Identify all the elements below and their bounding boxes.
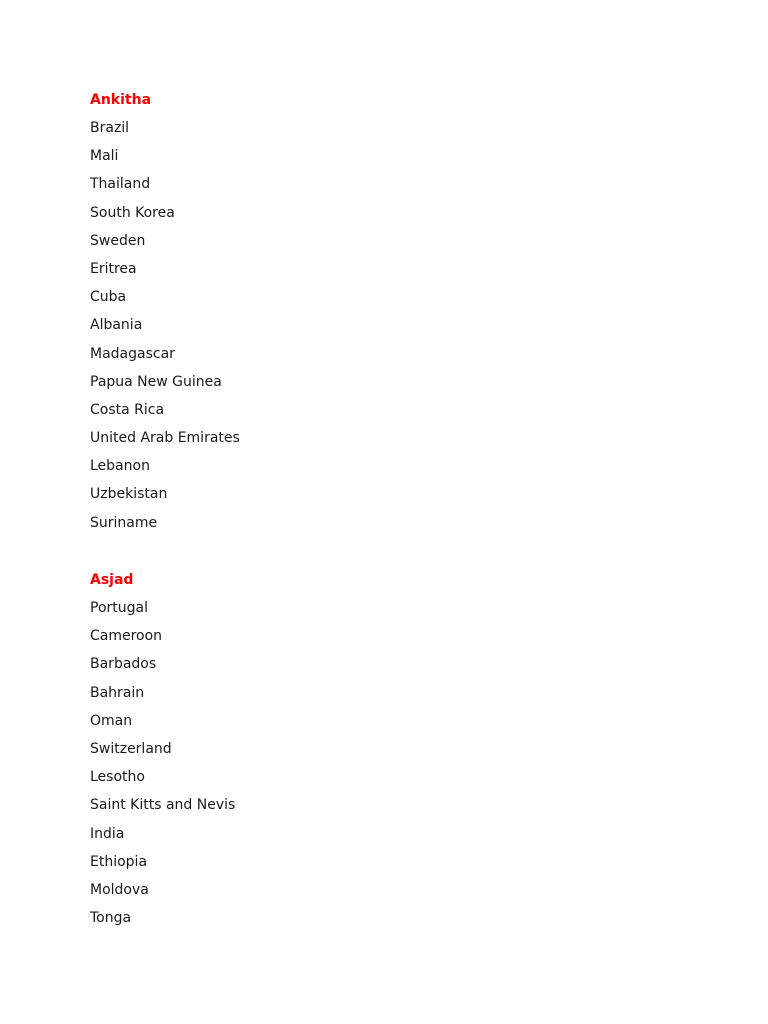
list-item: Mali: [90, 148, 119, 165]
list-item: Saint Kitts and Nevis: [90, 797, 236, 814]
list-item: Albania: [90, 317, 143, 334]
list-item: Oman: [90, 712, 133, 729]
list-item: Uzbekistan: [90, 486, 168, 503]
section-asjad: [90, 570, 235, 936]
list-item: Bahrain: [90, 684, 145, 701]
list-item: Barbados: [90, 656, 157, 673]
list-item: Lebanon: [90, 458, 150, 475]
country-list: [90, 118, 240, 533]
country-list: [90, 598, 235, 928]
list-item: United Arab Emirates: [90, 430, 240, 447]
list-item: South Korea: [90, 204, 175, 221]
list-item: Brazil: [90, 120, 130, 136]
list-item: Lesotho: [90, 769, 145, 786]
list-item: Moldova: [90, 881, 149, 898]
list-item: India: [90, 825, 125, 842]
list-item: Suriname: [90, 514, 158, 531]
list-item: Ethiopia: [90, 853, 148, 870]
list-item: Tonga: [90, 910, 132, 927]
list-item: Papua New Guinea: [90, 373, 222, 390]
list-item: Switzerland: [90, 740, 172, 757]
section-heading: Asjad: [90, 572, 134, 588]
section-ankitha: [90, 90, 240, 541]
list-item: Madagascar: [90, 345, 175, 362]
list-item: Costa Rica: [90, 401, 165, 418]
section-heading: Ankitha: [90, 92, 152, 108]
list-item: Eritrea: [90, 260, 137, 277]
list-item: Cuba: [90, 289, 127, 306]
list-item: Cameroon: [90, 628, 163, 645]
list-item: Sweden: [90, 232, 146, 249]
list-item: Thailand: [90, 176, 151, 193]
list-item: Portugal: [90, 600, 148, 616]
